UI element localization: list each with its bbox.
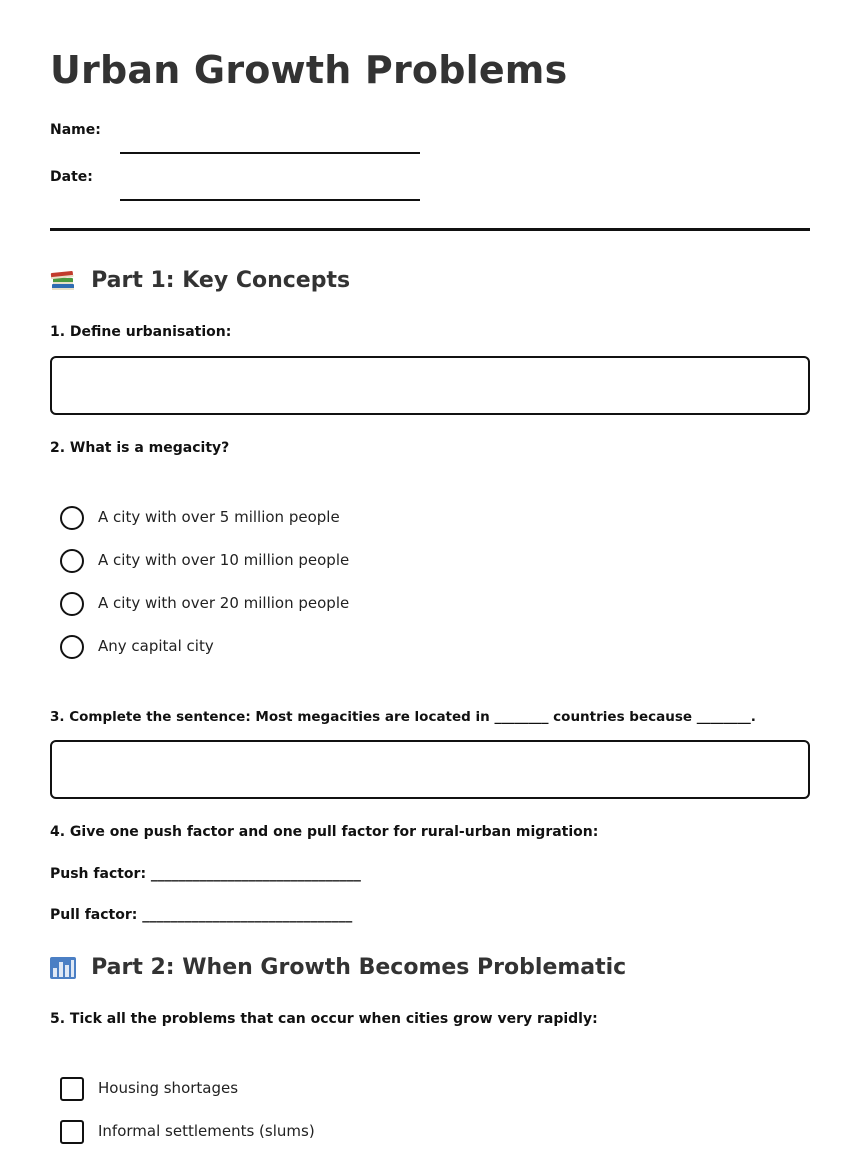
option-label: Housing shortages [98, 1079, 239, 1097]
books-icon [50, 269, 76, 293]
radio-button[interactable] [60, 506, 84, 530]
question-2: 2. What is a megacity? [50, 440, 230, 456]
name-input[interactable] [120, 132, 420, 154]
option-label: A city with over 5 million people [98, 508, 340, 526]
part1-heading [50, 268, 350, 298]
part2-heading-text: Part 2: When Growth Becomes Problematic [91, 955, 627, 980]
header-divider [50, 228, 810, 231]
part1-heading-text: Part 1: Key Concepts [91, 268, 351, 293]
pull-factor-line[interactable]: Pull factor: ______________________________ [50, 907, 353, 923]
name-label: Name: [50, 122, 101, 138]
question-1-answer-box[interactable] [50, 356, 810, 415]
checkbox[interactable] [60, 1120, 84, 1144]
part2-heading [50, 955, 626, 985]
question-4: 4. Give one push factor and one pull factor for rural-urban migration: [50, 824, 599, 840]
date-label: Date: [50, 169, 93, 185]
city-chart-icon [50, 956, 76, 980]
push-factor-line[interactable]: Push factor: ______________________________ [50, 866, 361, 882]
radio-button[interactable] [60, 635, 84, 659]
name-field-row [50, 122, 450, 152]
checkbox[interactable] [60, 1077, 84, 1101]
date-field-row [50, 169, 450, 199]
date-input[interactable] [120, 179, 420, 201]
option-label: Informal settlements (slums) [98, 1122, 315, 1140]
question-3: 3. Complete the sentence: Most megacities are located in ________ countries because ________. [50, 709, 756, 725]
option-label: A city with over 20 million people [98, 594, 350, 612]
radio-button[interactable] [60, 592, 84, 616]
question-1: 1. Define urbanisation: [50, 324, 232, 340]
option-label: A city with over 10 million people [98, 551, 350, 569]
question-3-answer-box[interactable] [50, 740, 810, 799]
option-label: Any capital city [98, 637, 214, 655]
radio-button[interactable] [60, 549, 84, 573]
question-5: 5. Tick all the problems that can occur when cities grow very rapidly: [50, 1011, 598, 1027]
page-title: Urban Growth Problems [50, 48, 568, 92]
